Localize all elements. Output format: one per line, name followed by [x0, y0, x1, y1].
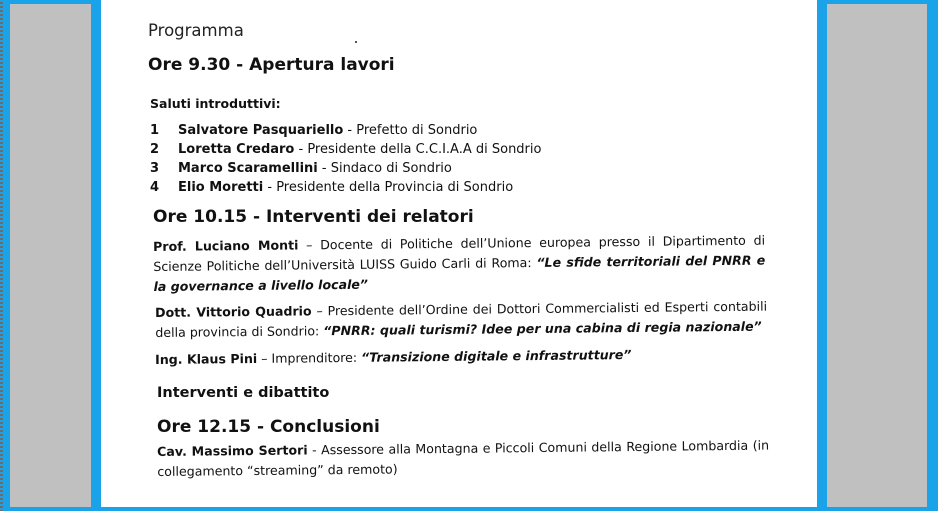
item-role: - Prefetto di Sondrio	[343, 123, 478, 138]
speaker-quadrio	[155, 297, 767, 343]
item-name: Marco Scaramellini	[178, 161, 318, 176]
speaker-name: Prof. Luciano Monti	[153, 237, 299, 254]
item-number: 2	[150, 142, 160, 157]
speaker-pini	[155, 344, 767, 370]
left-gray-panel	[10, 4, 91, 507]
speaker-role: – Presidente dell’Ordine dei Dottori Commercialisti ed Esperti contabili della provincia di Sondrio:	[155, 298, 768, 340]
speaker-talk: “Transizione digitale e infrastrutture”	[361, 347, 632, 365]
item-role: - Presidente della C.C.I.A.A di Sondrio	[294, 142, 542, 157]
programma-heading: Programma	[148, 21, 244, 40]
speaker-name: Ing. Klaus Pini	[155, 350, 258, 367]
list-item	[150, 121, 541, 140]
time-opening: Ore 9.30 - Apertura lavori	[148, 55, 395, 75]
list-item	[150, 159, 541, 178]
speaker-monti	[153, 231, 766, 297]
item-name: Elio Moretti	[178, 180, 264, 195]
speaker-role: – Docente di Politiche dell’Unione europea presso il Dipartimento di Scienze Politiche dell’Università LUISS Guido Carli di Roma:	[153, 232, 766, 274]
debate-heading: Interventi e dibattito	[157, 385, 330, 401]
speaker-name: Cav. Massimo Sertori	[157, 442, 308, 459]
list-item	[150, 178, 541, 197]
time-interventi: Ore 10.15 - Interventi dei relatori	[153, 207, 474, 227]
speaker-name: Dott. Vittorio Quadrio	[155, 303, 312, 320]
item-name: Salvatore Pasquariello	[178, 123, 344, 138]
item-role: - Sindaco di Sondrio	[317, 161, 452, 176]
speaker-talk: “Le sfide territoriali del PNRR e la governance a livello locale”	[153, 252, 766, 294]
right-gray-panel	[827, 4, 927, 507]
document-page	[101, 0, 817, 507]
saluti-list	[150, 121, 541, 197]
scan-speck	[355, 41, 357, 43]
list-item	[150, 140, 541, 159]
item-number: 1	[150, 123, 160, 138]
item-number: 4	[150, 180, 160, 195]
speaker-talk: “PNRR: quali turismi? Idee per una cabina di regia nazionale”	[323, 318, 762, 339]
saluti-heading: Saluti introduttivi:	[150, 96, 281, 111]
item-name: Loretta Credaro	[178, 142, 295, 157]
speaker-role: – Imprenditore:	[257, 349, 362, 366]
time-conclusioni: Ore 12.15 - Conclusioni	[157, 417, 380, 437]
speaker-sertori	[157, 436, 769, 482]
item-role: - Presidente della Provincia di Sondrio	[263, 180, 514, 195]
speaker-role: - Assessore alla Montagna e Piccoli Comuni della Regione Lombardia (in collegamento “streaming” da remoto)	[157, 437, 770, 479]
item-number: 3	[150, 161, 160, 176]
